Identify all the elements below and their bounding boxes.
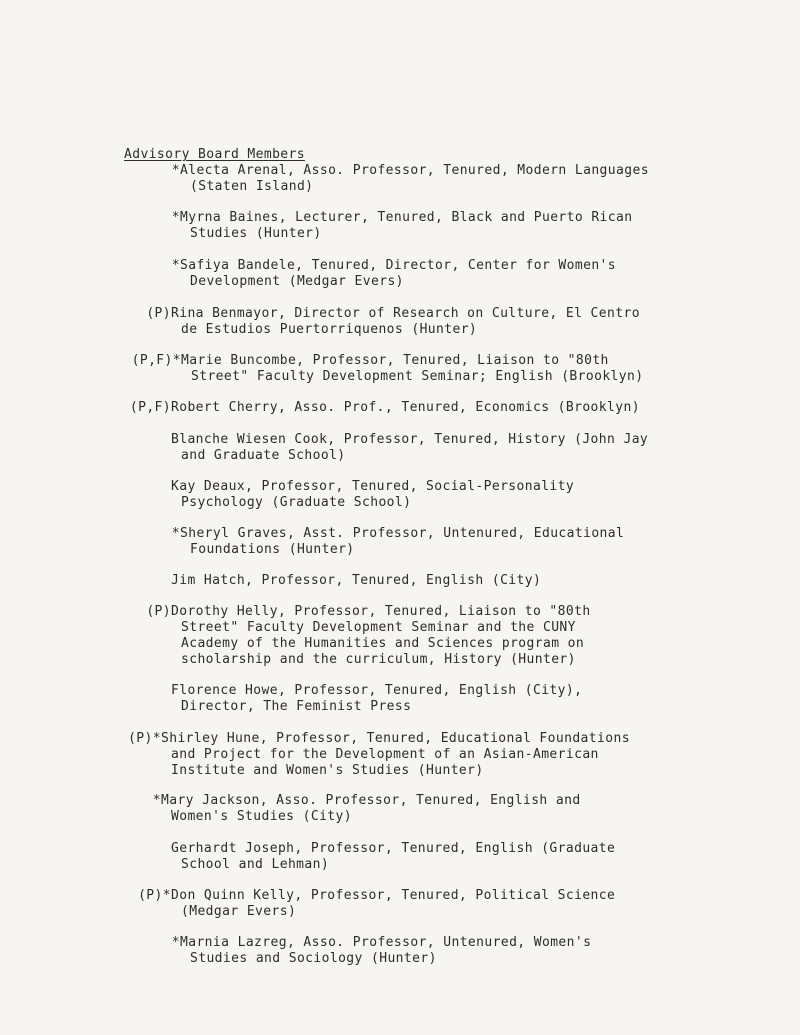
member-entry [101,432,648,464]
member-entry [101,604,591,668]
member-line-continued: de Estudios Puertorriquenos (Hunter) [181,322,478,337]
member-line: Marnia Lazreg, Asso. Professor, Untenured, Women's [180,935,592,950]
member-entry [101,306,640,338]
member-line: Robert Cherry, Asso. Prof., Tenured, Economics (Brooklyn) [171,400,640,415]
member-line: Shirley Hune, Professor, Tenured, Educational Foundations [161,731,630,746]
member-entry [110,163,649,195]
member-flag: * [171,210,180,225]
member-line-continued: Studies (Hunter) [190,226,322,241]
section-heading: Advisory Board Members [124,147,305,162]
member-entry [110,210,632,242]
member-flag: (P) [146,604,171,619]
member-flag: * [171,935,180,950]
member-line-continued: Director, The Feminist Press [181,699,412,714]
member-line: Myrna Baines, Lecturer, Tenured, Black and Puerto Rican [180,210,633,225]
member-flag: * [171,163,180,178]
member-line: Blanche Wiesen Cook, Professor, Tenured, History (John Jay [171,432,649,447]
member-line: Rina Benmayor, Director of Research on Culture, El Centro [171,306,640,321]
member-flag: * [152,793,161,808]
member-line-continued: Street" Faculty Development Seminar and the CUNY [181,620,576,635]
member-line: Marie Buncombe, Professor, Tenured, Liaison to "80th [181,353,609,368]
member-line-continued: (Staten Island) [190,179,314,194]
member-line: Jim Hatch, Professor, Tenured, English (City) [171,573,542,588]
member-flag: * [171,258,180,273]
member-line-continued: Psychology (Graduate School) [181,495,412,510]
member-line: Gerhardt Joseph, Professor, Tenured, English (Graduate [171,841,616,856]
member-line-continued: School and Lehman) [181,857,330,872]
member-entry [110,258,616,290]
member-entry [101,479,574,511]
member-line: Mary Jackson, Asso. Professor, Tenured, English and [161,793,581,808]
member-entry [101,683,582,715]
member-line: Dorothy Helly, Professor, Tenured, Liaison to "80th [171,604,591,619]
member-line-continued: Academy of the Humanities and Sciences program on [181,636,585,651]
member-line-continued: Studies and Sociology (Hunter) [190,951,437,966]
member-flag: (P) [146,306,171,321]
member-entry [101,400,640,416]
member-entry [111,353,643,385]
member-line-continued: Institute and Women's Studies (Hunter) [171,763,484,778]
member-line-continued: Street" Faculty Development Seminar; English (Brooklyn) [191,369,644,384]
member-line-continued: Foundations (Hunter) [190,542,355,557]
member-flag: (P,F)* [131,353,181,368]
member-line-continued: (Medgar Evers) [181,904,297,919]
member-entry [91,793,581,825]
member-entry [91,731,630,779]
member-flag: (P,F) [129,400,171,415]
member-entry [101,573,541,589]
member-line: Florence Howe, Professor, Tenured, English (City), [171,683,583,698]
member-line: Safiya Bandele, Tenured, Director, Center for Women's [180,258,617,273]
member-line-continued: scholarship and the curriculum, History (Hunter) [181,652,576,667]
member-flag: * [171,526,180,541]
member-line-continued: Women's Studies (City) [171,809,352,824]
member-flag: (P)* [128,731,161,746]
member-entry [101,888,615,920]
member-flag: (P)* [138,888,171,903]
member-line: Don Quinn Kelly, Professor, Tenured, Political Science [171,888,616,903]
member-entry [110,935,591,967]
member-line: Kay Deaux, Professor, Tenured, Social-Personality [171,479,575,494]
member-line: Alecta Arenal, Asso. Professor, Tenured, Modern Languages [180,163,649,178]
member-line-continued: Development (Medgar Evers) [190,274,404,289]
member-entry [110,526,624,558]
member-line-continued: and Graduate School) [181,448,346,463]
member-entry [101,841,615,873]
member-line-continued: and Project for the Development of an Asian-American [171,747,599,762]
member-line: Sheryl Graves, Asst. Professor, Untenured, Educational [180,526,625,541]
